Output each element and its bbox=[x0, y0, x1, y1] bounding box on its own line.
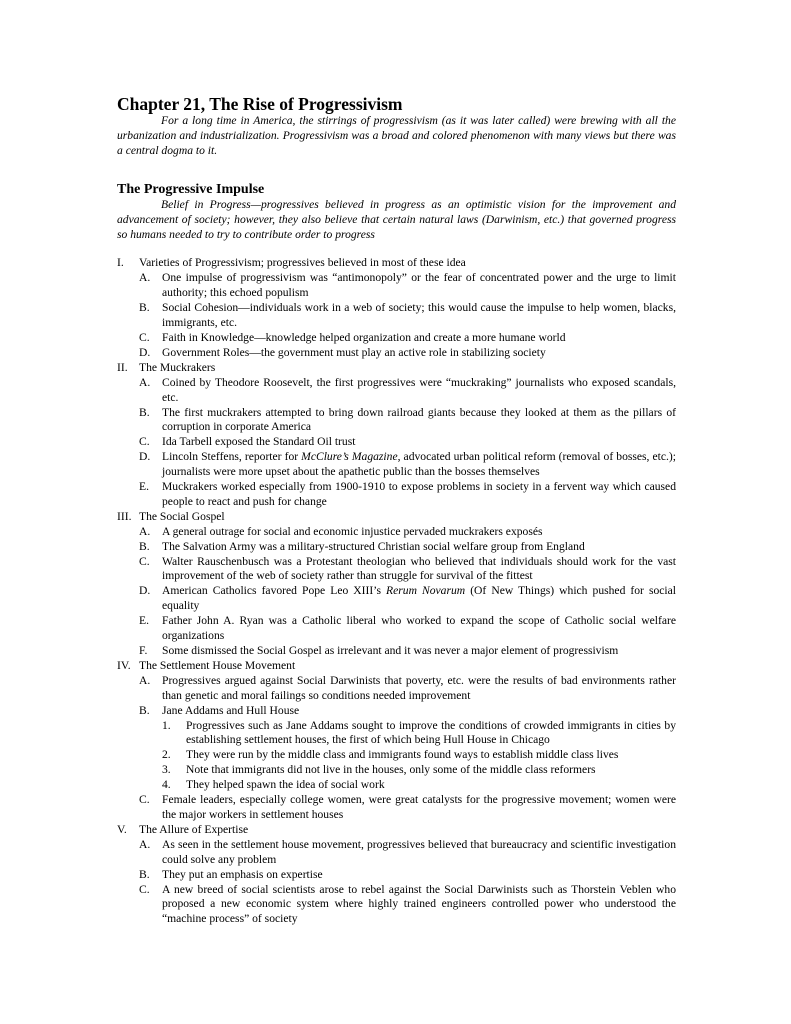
outline-marker: E. bbox=[139, 614, 149, 628]
outline-item bbox=[117, 540, 676, 555]
outline-item bbox=[117, 555, 676, 585]
outline-marker: III. bbox=[117, 509, 132, 523]
outline-marker: C. bbox=[139, 330, 150, 344]
outline-item bbox=[117, 346, 676, 361]
outline-text: Lincoln Steffens, reporter for McClure’s Magazine, advocated urban political reform (removal of bosses, etc.); journalists were more upset about the apathetic public than the bosses themselves bbox=[162, 450, 676, 479]
outline-text: Female leaders, especially college women, were great catalysts for the progressive movement; women were the major workers in settlement houses bbox=[162, 793, 676, 821]
outline-marker: IV. bbox=[117, 658, 131, 672]
outline-item bbox=[117, 704, 676, 719]
outline-list bbox=[117, 256, 676, 927]
outline-subitem bbox=[117, 763, 676, 778]
outline-text: Coined by Theodore Roosevelt, the first progressives were “muckraking” journalists who exposed scandals, etc. bbox=[162, 375, 676, 404]
document-page bbox=[117, 94, 676, 927]
outline-item bbox=[117, 376, 676, 406]
outline-marker: A. bbox=[139, 524, 151, 538]
outline-text: Jane Addams and Hull House bbox=[162, 703, 300, 717]
outline-text: Social Cohesion—individuals work in a web of society; this would cause the impulse to help women, blacks, immigrants, etc. bbox=[162, 301, 676, 330]
outline-marker: B. bbox=[139, 301, 150, 315]
outline-text: Note that immigrants did not live in the houses, only some of the middle class reformers bbox=[186, 763, 596, 777]
outline-item bbox=[117, 674, 676, 704]
section-heading: The Progressive Impulse bbox=[117, 181, 265, 197]
outline-marker: A. bbox=[139, 375, 151, 389]
chapter-title: Chapter 21, The Rise of Progressivism bbox=[117, 94, 403, 114]
outline-item bbox=[117, 584, 676, 614]
outline-item bbox=[117, 435, 676, 450]
outline-marker: C. bbox=[139, 882, 150, 896]
outline-item bbox=[117, 883, 676, 928]
outline-text: As seen in the settlement house movement, progressives believed that bureaucracy and scientific investigation could solve any problem bbox=[162, 837, 676, 866]
outline-item bbox=[117, 406, 676, 436]
outline-marker: E. bbox=[139, 480, 149, 494]
outline-text: American Catholics favored Pope Leo XIII’s Rerum Novarum (Of New Things) which pushed for social equality bbox=[162, 584, 677, 613]
outline-text: Progressives argued against Social Darwinists that poverty, etc. were the results of bad environments rather than genetic and moral failings so conditions needed improvement bbox=[162, 673, 676, 702]
outline-marker: V. bbox=[117, 822, 127, 836]
outline-text: One impulse of progressivism was “antimonopoly” or the fear of concentrated power and the urge to limit authority; this echoed populism bbox=[162, 271, 676, 300]
outline-item bbox=[117, 525, 676, 540]
outline-text: Father John A. Ryan was a Catholic liberal who worked to expand the scope of Catholic social welfare organizations bbox=[162, 614, 676, 643]
outline-section bbox=[117, 510, 676, 525]
outline-marker: I. bbox=[117, 256, 124, 270]
outline-item bbox=[117, 301, 676, 331]
outline-text: Some dismissed the Social Gospel as irrelevant and it was never a major element of progressivism bbox=[162, 644, 619, 657]
outline-marker: 1. bbox=[162, 718, 171, 732]
outline-subitem bbox=[117, 748, 676, 763]
outline-marker: C. bbox=[139, 793, 150, 807]
outline-text: They helped spawn the idea of social work bbox=[186, 778, 385, 792]
outline-item bbox=[117, 271, 676, 301]
outline-item bbox=[117, 868, 676, 883]
outline-text: The Settlement House Movement bbox=[139, 658, 296, 672]
outline-text: The Social Gospel bbox=[139, 509, 225, 523]
outline-item bbox=[117, 450, 676, 480]
outline-text: Progressives such as Jane Addams sought to improve the conditions of crowded immigrants in cities by establishing settlement houses, the first of which being Hull House in Chicago bbox=[186, 718, 676, 747]
outline-marker: 4. bbox=[162, 778, 171, 792]
outline-section bbox=[117, 659, 676, 674]
outline-marker: A. bbox=[139, 673, 151, 687]
outline-marker: II. bbox=[117, 360, 128, 374]
chapter-intro: For a long time in America, the stirrings of progressivism (as it was later called) were brewing with all the urbanization and industrialization. Progressivism was a broad and colored phenomenon with many views but there was a central dogma to it. bbox=[117, 114, 676, 157]
section-intro: Belief in Progress—progressives believed in progress as an optimistic vision for the improvement and advancement of society; however, they also believe that certain natural laws (Darwinism, etc.) that governed progress so humans needed to try to contribute order to progress bbox=[117, 197, 676, 241]
outline-section bbox=[117, 256, 676, 271]
publication-title: McClure’s Magazine bbox=[301, 450, 398, 464]
outline-marker: F. bbox=[139, 644, 148, 657]
outline-marker: A. bbox=[139, 271, 151, 285]
outline-marker: D. bbox=[139, 450, 151, 464]
outline-item bbox=[117, 644, 676, 659]
outline-subitem bbox=[117, 719, 676, 749]
outline-marker: C. bbox=[139, 554, 150, 568]
outline-text: Muckrakers worked especially from 1900-1910 to expose problems in society in a fervent way which caused people to react and push for change bbox=[162, 480, 676, 508]
outline-item bbox=[117, 480, 676, 510]
outline-text: A general outrage for social and economic injustice pervaded muckrakers exposés bbox=[162, 524, 543, 538]
outline-text: The Salvation Army was a military-structured Christian social welfare group from England bbox=[162, 539, 585, 553]
outline-text: Walter Rauschenbusch was a Protestant theologian who believed that individuals should work for the vast improvement of the web of society rather than struggle for survival of the fittest bbox=[162, 554, 676, 583]
outline-subitem bbox=[117, 778, 676, 793]
outline-text: Faith in Knowledge—knowledge helped organization and create a more humane world bbox=[162, 330, 566, 344]
outline-section bbox=[117, 823, 676, 838]
outline-text: The Muckrakers bbox=[139, 360, 216, 374]
outline-text: Government Roles—the government must play an active role in stabilizing society bbox=[162, 345, 546, 359]
outline-marker: D. bbox=[139, 345, 151, 359]
outline-marker: C. bbox=[139, 435, 150, 449]
outline-text: The Allure of Expertise bbox=[139, 822, 249, 836]
outline-marker: B. bbox=[139, 539, 150, 553]
outline-text: Ida Tarbell exposed the Standard Oil trust bbox=[162, 435, 356, 449]
outline-marker: 2. bbox=[162, 748, 171, 762]
outline-item bbox=[117, 614, 676, 644]
outline-marker: A. bbox=[139, 837, 151, 851]
outline-text: They put an emphasis on expertise bbox=[162, 867, 323, 881]
outline-section bbox=[117, 361, 676, 376]
outline-item bbox=[117, 838, 676, 868]
outline-item bbox=[117, 331, 676, 346]
outline-marker: B. bbox=[139, 405, 150, 419]
outline-text: They were run by the middle class and immigrants found ways to establish middle class lives bbox=[186, 748, 619, 762]
outline-text: A new breed of social scientists arose to rebel against the Social Darwinists such as Thorstein Veblen who proposed a new economic system where highly trained engineers controlled power who understood the “machine process” of society bbox=[162, 882, 676, 926]
outline-text: Varieties of Progressivism; progressives believed in most of these idea bbox=[139, 256, 466, 270]
outline-marker: D. bbox=[139, 584, 151, 598]
outline-marker: 3. bbox=[162, 763, 171, 777]
outline-marker: B. bbox=[139, 703, 150, 717]
outline-marker: B. bbox=[139, 867, 150, 881]
publication-title: Rerum Novarum bbox=[386, 584, 466, 598]
outline-item bbox=[117, 793, 676, 823]
outline-text: The first muckrakers attempted to bring down railroad giants because they looked at them as the pillars of corruption in corporate America bbox=[162, 405, 676, 434]
